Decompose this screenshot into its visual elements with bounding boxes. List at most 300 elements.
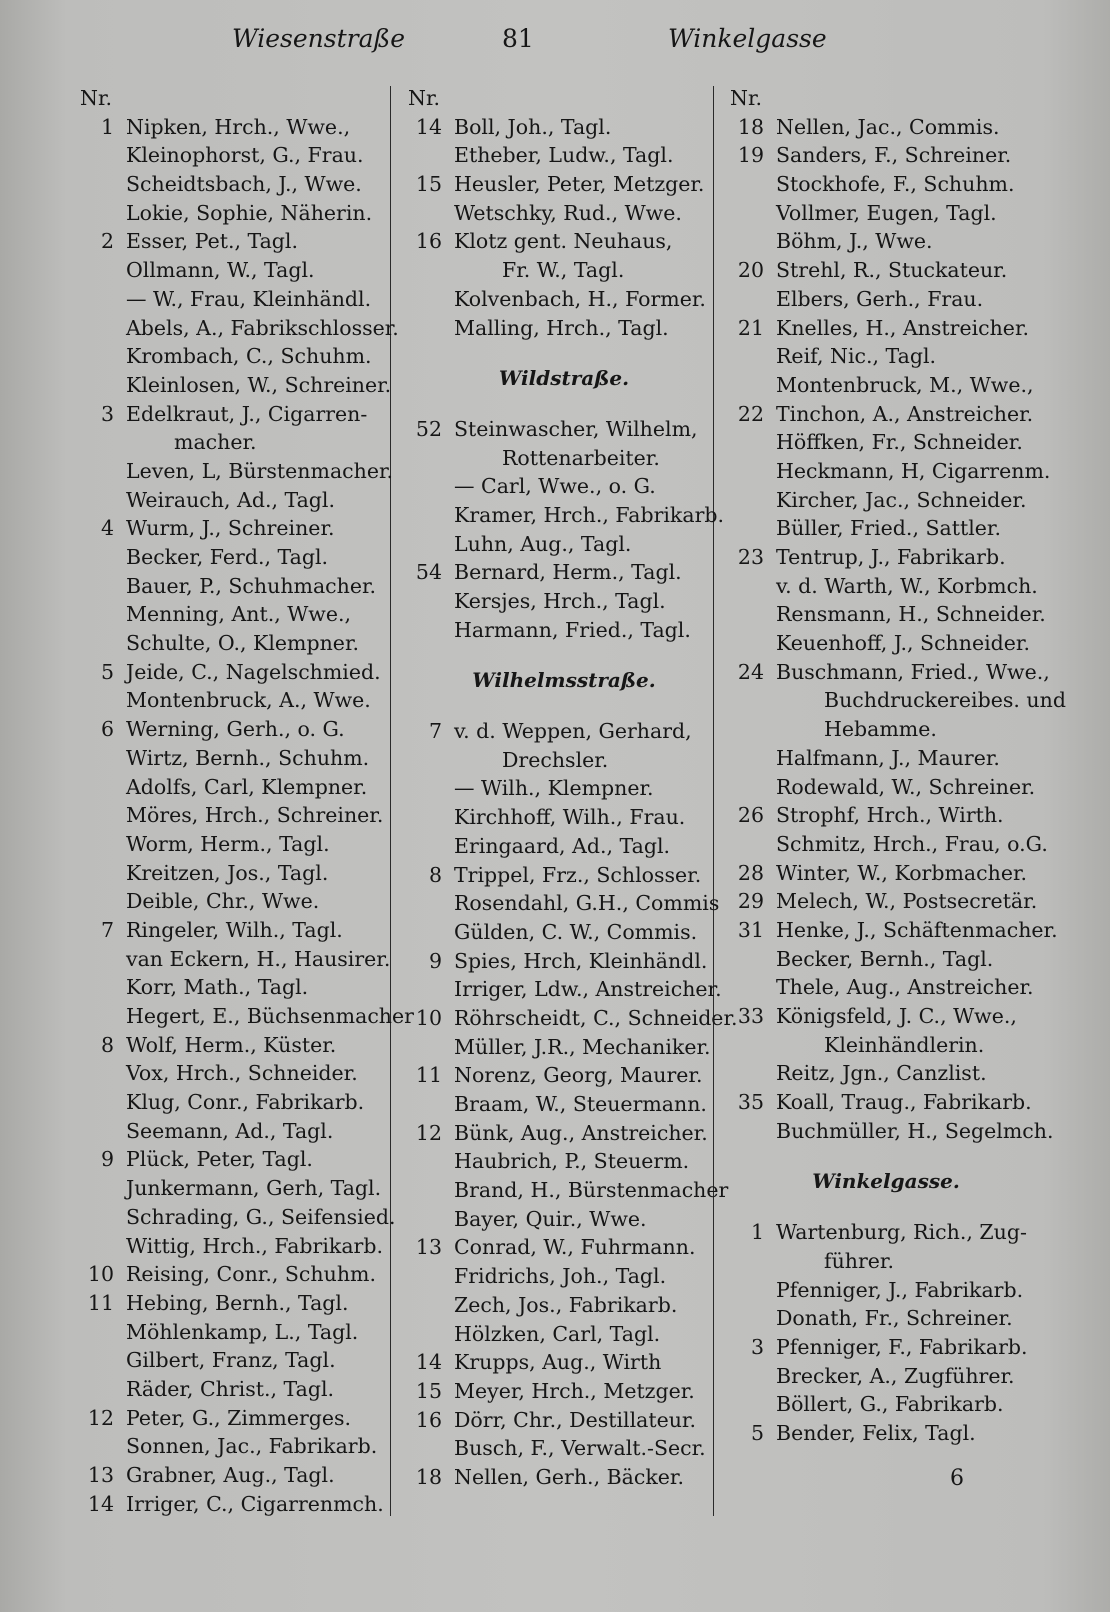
resident-entry-text: v. d. Weppen, Gerhard,	[454, 719, 692, 744]
resident-entry-text: Kreitzen, Jos., Tagl.	[126, 860, 329, 885]
resident-entry-text: Nellen, Gerh., Bäcker.	[454, 1464, 684, 1489]
resident-entry-text: Montenbruck, A., Wwe.	[126, 688, 371, 713]
directory-entry	[408, 141, 720, 170]
resident-entry-text: Rosendahl, G.H., Commis	[454, 891, 720, 916]
resident-entry-text: Bünk, Aug., Anstreicher.	[454, 1120, 708, 1145]
directory-entry	[80, 1289, 392, 1318]
resident-entry-text: Gülden, C. W., Commis.	[454, 919, 698, 944]
directory-entry	[80, 1461, 392, 1490]
resident-entry-text: Edelkraut, J., Cigarren-	[126, 401, 368, 426]
spacer	[730, 1196, 1042, 1218]
directory-entry	[730, 572, 1042, 601]
resident-entry-text: Becker, Bernh., Tagl.	[776, 946, 994, 971]
directory-entry	[80, 199, 392, 228]
directory-entry	[80, 773, 392, 802]
directory-entry	[408, 717, 720, 746]
directory-column-2	[408, 84, 738, 1492]
resident-entry-text: Braam, W., Steuermann.	[454, 1092, 707, 1116]
directory-entry	[80, 113, 392, 142]
directory-entry	[408, 415, 720, 444]
resident-entry-text: Gilbert, Franz, Tagl.	[126, 1348, 336, 1373]
directory-entry	[80, 629, 392, 658]
directory-entry	[408, 1004, 738, 1033]
resident-entry-text: Hölzken, Carl, Tagl.	[454, 1321, 661, 1346]
resident-entry-text: Möhlenkamp, L., Tagl.	[126, 1319, 359, 1344]
directory-entry	[408, 975, 720, 1004]
resident-entry-text: Heusler, Peter, Metzger.	[454, 172, 705, 197]
resident-entry-text: — Wilh., Klempner.	[454, 776, 654, 801]
directory-entry	[408, 314, 720, 343]
resident-entry-text: Krupps, Aug., Wirth	[454, 1350, 662, 1375]
directory-entry	[80, 973, 392, 1002]
resident-entry-text: Nipken, Hrch., Wwe.,	[126, 114, 351, 139]
directory-entry	[408, 832, 720, 861]
resident-entry-text: Becker, Ferd., Tagl.	[126, 545, 329, 569]
resident-entry-text: Esser, Pet., Tagl.	[126, 229, 299, 254]
house-number: 12	[87, 1405, 114, 1430]
directory-entry	[408, 1176, 729, 1205]
resident-entry-text: Stockhofe, F., Schuhm.	[776, 172, 1015, 197]
resident-entry-text: Abels, A., Fabrikschlosser.	[126, 315, 399, 340]
resident-entry-text: Wittig, Hrch., Fabrikarb.	[126, 1233, 383, 1258]
house-number: 29	[737, 889, 764, 914]
resident-entry-text: Kolvenbach, H., Former.	[454, 286, 706, 311]
directory-entry	[730, 227, 1042, 256]
resident-entry-text: Halfmann, J., Maurer.	[776, 745, 1000, 770]
directory-entry	[408, 947, 720, 976]
house-number: 7	[100, 917, 114, 942]
number-column-label: Nr.	[408, 86, 441, 110]
directory-entry	[408, 1205, 720, 1234]
resident-entry-text: Königsfeld, J. C., Wwe.,	[776, 1004, 1017, 1028]
resident-entry-text: Wurm, J., Schreiner.	[126, 516, 335, 541]
resident-entry-text: Spies, Hrch, Kleinhändl.	[454, 948, 708, 973]
resident-entry-text: Möres, Hrch., Schreiner.	[126, 803, 384, 828]
resident-entry-text: Rodewald, W., Schreiner.	[776, 774, 1036, 799]
resident-entry-text: Schrading, G., Seifensied.	[126, 1204, 396, 1229]
resident-entry-text: Harmann, Fried., Tagl.	[454, 617, 691, 642]
resident-entry-text: Tentrup, J., Fabrikarb.	[776, 545, 1006, 569]
column-header-row	[80, 84, 392, 113]
house-number: 18	[415, 1464, 442, 1489]
house-number: 9	[100, 1147, 114, 1172]
house-number: 23	[737, 545, 764, 569]
directory-entry	[730, 715, 1042, 744]
directory-entry	[730, 342, 1042, 371]
directory-entry	[80, 572, 392, 601]
resident-entry-text: Kircher, Jac., Schneider.	[776, 487, 1027, 512]
directory-entry	[730, 658, 1050, 687]
directory-entry	[80, 945, 392, 974]
resident-entry-text: Brecker, A., Zugführer.	[776, 1363, 1015, 1388]
directory-entry	[80, 227, 392, 256]
directory-entry	[80, 543, 392, 572]
resident-entry-text: Ringeler, Wilh., Tagl.	[126, 917, 343, 942]
directory-entry	[408, 227, 720, 256]
house-number: 15	[415, 1378, 442, 1403]
resident-entry-text: Bayer, Quir., Wwe.	[454, 1206, 647, 1231]
directory-entry	[730, 256, 1042, 285]
resident-entry-text: Kramer, Hrch., Fabrikarb.	[454, 502, 725, 527]
directory-entry	[80, 256, 392, 285]
directory-entry	[408, 1090, 720, 1119]
resident-entry-text: Rottenarbeiter.	[502, 445, 660, 470]
directory-entry	[730, 170, 1042, 199]
resident-entry-text: Wetschky, Rud., Wwe.	[454, 200, 682, 225]
resident-entry-text: Böhm, J., Wwe.	[776, 229, 933, 254]
directory-entry	[408, 530, 720, 559]
directory-entry	[730, 514, 1042, 543]
directory-entry	[80, 170, 392, 199]
house-number: 4	[100, 516, 114, 541]
house-number: 8	[428, 862, 442, 887]
directory-entry	[80, 859, 392, 888]
directory-entry	[80, 141, 392, 170]
directory-entry	[730, 428, 1042, 457]
resident-entry-text: Werning, Gerh., o. G.	[126, 717, 345, 742]
resident-entry-text: Buchmüller, H., Segelmch.	[776, 1118, 1054, 1143]
directory-entry	[408, 1291, 720, 1320]
resident-entry-text: Winter, W., Korbmacher.	[776, 860, 1028, 885]
resident-entry-text: Krombach, C., Schuhm.	[126, 344, 372, 369]
header-page-number: 81	[502, 24, 534, 53]
resident-entry-text: Haubrich, P., Steuerm.	[454, 1149, 690, 1174]
directory-entry	[730, 916, 1058, 945]
resident-entry-text: Dörr, Chr., Destillateur.	[454, 1407, 696, 1432]
resident-entry-text: Koall, Traug., Fabrikarb.	[776, 1090, 1032, 1115]
house-number: 52	[415, 416, 442, 441]
resident-entry-text: Fr. W., Tagl.	[502, 258, 625, 283]
resident-entry-text: Büller, Fried., Sattler.	[776, 516, 1001, 541]
resident-entry-text: Leven, L, Bürstenmacher.	[126, 458, 394, 483]
directory-entry	[730, 1088, 1042, 1117]
column-header-row	[730, 84, 1042, 113]
house-number: 14	[415, 1350, 442, 1375]
resident-entry-text: macher.	[174, 430, 257, 455]
directory-entry	[80, 1117, 392, 1146]
directory-entry	[80, 342, 392, 371]
directory-entry	[408, 1406, 720, 1435]
resident-entry-text: Müller, J.R., Mechaniker.	[454, 1034, 711, 1059]
resident-entry-text: Korr, Math., Tagl.	[126, 975, 309, 1000]
house-number: 8	[100, 1032, 114, 1057]
directory-entry	[80, 686, 392, 715]
resident-entry-text: Worm, Herm., Tagl.	[126, 831, 330, 856]
directory-entry	[730, 1362, 1042, 1391]
header-right-street: Winkelgasse	[668, 24, 827, 53]
directory-entry	[730, 1304, 1042, 1333]
directory-entry	[80, 916, 392, 945]
resident-entry-text: Henke, J., Schäftenmacher.	[776, 917, 1058, 942]
resident-entry-text: Adolfs, Carl, Klempner.	[126, 774, 368, 799]
resident-entry-text: Kirchhoff, Wilh., Frau.	[454, 805, 686, 830]
resident-entry-text: Junkermann, Gerh, Tagl.	[126, 1176, 382, 1201]
resident-entry-text: Sanders, F., Schreiner.	[776, 143, 1012, 168]
directory-entry	[730, 801, 1042, 830]
directory-entry	[730, 887, 1042, 916]
directory-entry	[730, 543, 1042, 572]
street-heading	[730, 1167, 1042, 1196]
resident-entry-text: Kleinhändlerin.	[824, 1032, 985, 1057]
directory-entry	[80, 830, 392, 859]
house-number: 18	[737, 114, 764, 139]
directory-entry	[80, 744, 392, 773]
resident-entry-text: Kleinlosen, W., Schreiner.	[126, 372, 392, 397]
column-header-row	[408, 84, 720, 113]
resident-entry-text: Bender, Felix, Tagl.	[776, 1420, 976, 1445]
directory-entry	[730, 486, 1042, 515]
directory-entry	[80, 1232, 392, 1261]
house-number: 26	[737, 803, 764, 828]
directory-entry	[80, 1432, 392, 1461]
house-number: 1	[750, 1220, 764, 1245]
house-number: 15	[415, 172, 442, 197]
directory-entry	[408, 1033, 720, 1062]
resident-entry-text: Weirauch, Ad., Tagl.	[126, 487, 336, 512]
directory-entry	[80, 457, 392, 486]
directory-entry	[730, 457, 1051, 486]
directory-entry	[80, 1346, 392, 1375]
resident-entry-text: Ollmann, W., Tagl.	[126, 258, 315, 283]
resident-entry-text: Hegert, E., Büchsenmacher	[126, 1004, 414, 1028]
resident-entry-text: — W., Frau, Kleinhändl.	[126, 286, 372, 311]
street-heading-label: Wilhelmsstraße.	[472, 668, 656, 693]
resident-entry-text: Jeide, C., Nagelschmied.	[126, 659, 381, 684]
directory-entry	[730, 1002, 1042, 1031]
house-number: 6	[100, 717, 114, 742]
directory-entry	[408, 472, 720, 501]
number-column-label: Nr.	[80, 86, 113, 110]
resident-entry-text: Irriger, C., Cigarrenmch.	[126, 1491, 384, 1516]
resident-entry-text: Bauer, P., Schuhmacher.	[126, 573, 377, 598]
directory-column-3	[730, 84, 1066, 1448]
resident-entry-text: Drechsler.	[502, 747, 609, 772]
directory-entry	[408, 803, 720, 832]
house-number: 7	[428, 719, 442, 744]
resident-entry-text: Strophf, Hrch., Wirth.	[776, 803, 1004, 828]
directory-entry	[730, 199, 1042, 228]
resident-entry-text: Klotz gent. Neuhaus,	[454, 229, 673, 254]
resident-entry-text: Trippel, Frz., Schlosser.	[454, 862, 702, 887]
resident-entry-text: Lokie, Sophie, Näherin.	[126, 200, 373, 225]
directory-entry	[408, 861, 720, 890]
house-number: 33	[737, 1004, 764, 1028]
resident-entry-text: Wirtz, Bernh., Schuhm.	[126, 745, 370, 770]
resident-entry-text: Busch, F., Verwalt.-Secr.	[454, 1436, 706, 1461]
house-number: 16	[415, 1407, 442, 1432]
house-number: 10	[87, 1262, 114, 1287]
resident-entry-text: Klug, Conr., Fabrikarb.	[126, 1090, 365, 1115]
directory-entry	[408, 587, 720, 616]
resident-entry-text: Hebing, Bernh., Tagl.	[126, 1290, 349, 1315]
resident-entry-text: Schmitz, Hrch., Frau, o.G.	[776, 831, 1048, 856]
house-number: 24	[737, 659, 764, 684]
house-number: 12	[415, 1120, 442, 1145]
street-heading-label: Winkelgasse.	[812, 1169, 960, 1194]
resident-entry-text: Luhn, Aug., Tagl.	[454, 531, 632, 556]
house-number: 31	[737, 917, 764, 942]
house-number: 13	[415, 1235, 442, 1260]
directory-entry	[730, 1276, 1042, 1305]
resident-entry-text: Montenbruck, M., Wwe.,	[776, 372, 1034, 397]
resident-entry-text: Strehl, R., Stuckateur.	[776, 258, 1008, 283]
directory-entry	[408, 746, 720, 775]
header-left-street: Wiesenstraße	[232, 24, 405, 53]
directory-entry	[80, 1174, 392, 1203]
directory-entry	[730, 773, 1042, 802]
directory-entry	[80, 1002, 414, 1031]
directory-entry	[80, 1490, 392, 1519]
resident-entry-text: Fridrichs, Joh., Tagl.	[454, 1264, 667, 1289]
directory-entry	[80, 801, 392, 830]
resident-entry-text: Hebamme.	[824, 717, 937, 742]
resident-entry-text: Heckmann, H, Cigarrenm.	[776, 458, 1051, 483]
house-number: 28	[737, 860, 764, 885]
directory-entry	[80, 1318, 392, 1347]
house-number: 19	[737, 143, 764, 168]
resident-entry-text: Räder, Christ., Tagl.	[126, 1376, 335, 1401]
directory-entry	[80, 314, 399, 343]
directory-entry	[408, 1119, 720, 1148]
house-number: 54	[415, 560, 442, 585]
house-number: 14	[415, 114, 442, 139]
resident-entry-text: Wolf, Herm., Küster.	[126, 1032, 337, 1057]
resident-entry-text: Plück, Peter, Tagl.	[126, 1147, 313, 1172]
directory-entry	[80, 285, 392, 314]
resident-entry-text: Donath, Fr., Schreiner.	[776, 1306, 1013, 1331]
resident-entry-text: Rensmann, H., Schneider.	[776, 602, 1046, 627]
street-heading	[408, 666, 720, 695]
directory-entry	[408, 616, 720, 645]
directory-entry	[80, 1059, 392, 1088]
directory-entry	[730, 973, 1042, 1002]
directory-entry	[408, 256, 720, 285]
resident-entry-text: Böllert, G., Fabrikarb.	[776, 1392, 1004, 1417]
directory-entry	[730, 830, 1048, 859]
resident-entry-text: Zech, Jos., Fabrikarb.	[454, 1292, 678, 1317]
resident-entry-text: Tinchon, A., Anstreicher.	[776, 401, 1034, 426]
resident-entry-text: Reif, Nic., Tagl.	[776, 344, 937, 369]
house-number: 5	[750, 1420, 764, 1445]
resident-entry-text: Höffken, Fr., Schneider.	[776, 430, 1023, 455]
house-number: 22	[737, 401, 764, 426]
house-number: 13	[87, 1463, 114, 1487]
house-number: 35	[737, 1090, 764, 1115]
resident-entry-text: Elbers, Gerh., Frau.	[776, 286, 984, 311]
house-number: 11	[415, 1063, 442, 1088]
directory-entry	[408, 918, 720, 947]
house-number: 1	[100, 114, 114, 139]
resident-entry-text: Scheidtsbach, J., Wwe.	[126, 172, 362, 197]
house-number: 9	[428, 948, 442, 973]
directory-entry	[730, 859, 1042, 888]
street-heading	[408, 364, 720, 393]
directory-entry	[408, 1320, 720, 1349]
directory-entry	[408, 1377, 720, 1406]
resident-entry-text: Steinwascher, Wilhelm,	[454, 416, 698, 441]
street-heading-label: Wildstraße.	[498, 366, 630, 391]
spacer	[408, 342, 720, 364]
resident-entry-text: Deible, Chr., Wwe.	[126, 889, 320, 914]
directory-entry	[408, 1348, 720, 1377]
directory-entry	[730, 113, 1042, 142]
resident-entry-text: Sonnen, Jac., Fabrikarb.	[126, 1434, 378, 1459]
footer-page-number: 6	[950, 1466, 964, 1491]
directory-entry	[80, 887, 392, 916]
resident-entry-text: — Carl, Wwe., o. G.	[454, 474, 656, 499]
directory-entry	[730, 600, 1046, 629]
directory-entry	[730, 1333, 1042, 1362]
directory-entry	[408, 774, 720, 803]
directory-entry	[730, 1031, 1042, 1060]
resident-entry-text: Nellen, Jac., Commis.	[776, 114, 1000, 139]
house-number: 16	[415, 229, 442, 254]
directory-entry	[80, 371, 392, 400]
directory-entry	[408, 501, 725, 530]
resident-entry-text: Menning, Ant., Wwe.,	[126, 602, 352, 627]
resident-entry-text: Malling, Hrch., Tagl.	[454, 315, 669, 340]
resident-entry-text: Boll, Joh., Tagl.	[454, 114, 612, 139]
resident-entry-text: Grabner, Aug., Tagl.	[126, 1463, 335, 1487]
directory-entry	[730, 141, 1042, 170]
directory-entry	[80, 715, 392, 744]
directory-entry	[80, 514, 392, 543]
directory-entry	[80, 1145, 392, 1174]
resident-entry-text: Conrad, W., Fuhrmann.	[454, 1235, 696, 1260]
directory-entry	[80, 1203, 396, 1232]
resident-entry-text: Peter, G., Zimmerges.	[126, 1405, 352, 1430]
directory-entry	[80, 1375, 392, 1404]
resident-entry-text: Knelles, H., Anstreicher.	[776, 315, 1030, 340]
resident-entry-text: Etheber, Ludw., Tagl.	[454, 143, 674, 168]
directory-entry	[408, 889, 720, 918]
resident-entry-text: van Eckern, H., Hausirer.	[126, 946, 391, 971]
directory-entry	[408, 1061, 720, 1090]
directory-entry	[408, 1233, 720, 1262]
directory-entry	[408, 1262, 720, 1291]
spacer	[408, 393, 720, 415]
directory-entry	[80, 600, 392, 629]
directory-entry	[408, 558, 720, 587]
resident-entry-text: Reising, Conr., Schuhm.	[126, 1262, 376, 1287]
resident-entry-text: Pfenniger, J., Fabrikarb.	[776, 1277, 1024, 1302]
house-number: 10	[415, 1005, 442, 1030]
directory-entry	[730, 1218, 1042, 1247]
directory-entry	[80, 1031, 392, 1060]
resident-entry-text: Röhrscheidt, C., Schneider.	[454, 1005, 738, 1030]
resident-entry-text: Kersjes, Hrch., Tagl.	[454, 589, 666, 613]
directory-entry	[730, 629, 1042, 658]
resident-entry-text: Melech, W., Postsecretär.	[776, 889, 1038, 914]
directory-entry	[730, 1390, 1042, 1419]
directory-entry	[408, 1434, 720, 1463]
directory-entry	[730, 285, 1042, 314]
house-number: 21	[737, 315, 764, 340]
house-number: 5	[100, 659, 114, 684]
directory-entry	[730, 945, 1042, 974]
spacer	[730, 1145, 1042, 1167]
directory-entry	[408, 170, 720, 199]
house-number: 11	[87, 1290, 114, 1315]
directory-entry	[730, 1117, 1054, 1146]
directory-entry	[408, 1147, 720, 1176]
directory-entry	[80, 400, 392, 429]
resident-entry-text: Pfenniger, F., Fabrikarb.	[776, 1334, 1028, 1359]
directory-entry	[80, 1260, 392, 1289]
directory-entry	[80, 1088, 392, 1117]
resident-entry-text: Brand, H., Bürstenmacher	[454, 1178, 729, 1203]
resident-entry-text: Reitz, Jgn., Canzlist.	[776, 1061, 987, 1086]
